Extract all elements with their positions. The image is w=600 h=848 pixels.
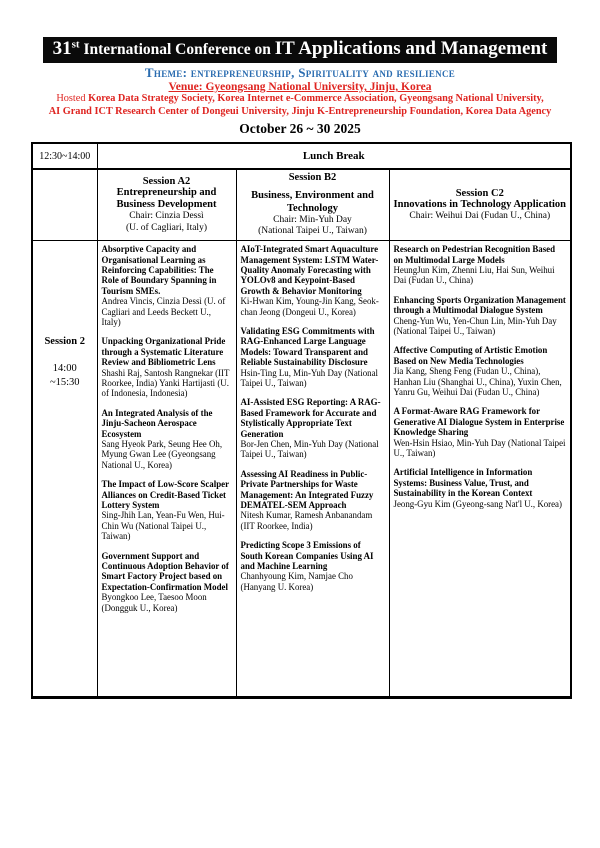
- conference-title-bar: [43, 37, 557, 63]
- paper-entry: [241, 397, 385, 459]
- paper-title: Unpacking Organizational Pride through a Systematic Literature Review and Bibliometric Lens: [101, 336, 226, 368]
- paper-authors: Chanhyoung Kim, Namjae Cho (Hanyang U. Korea): [240, 571, 353, 592]
- paper-title: The Impact of Low-Score Scalper Alliances on Credit-Based Ticket Lottery System: [101, 479, 229, 511]
- paper-entry: [394, 467, 567, 509]
- paper-authors: Jeong-Gyu Kim (Gyeong-sang Nat'l U., Korea): [393, 498, 562, 509]
- session-b2-chair: Chair: Min-Yuh Day: [273, 214, 352, 225]
- paper-title: AI-Assisted ESG Reporting: A RAG-Based Framework for Accurate and Stylistically Appropriate Text Generation: [240, 397, 381, 439]
- paper-title: Predicting Scope 3 Emissions of South Korean Companies Using AI and Machine Learning: [240, 540, 374, 572]
- paper-entry: [102, 336, 232, 398]
- theme-line: Theme: entrepreneurship, Spirituality and resilience: [144, 65, 456, 80]
- paper-entry: [241, 244, 385, 317]
- paper-entry: [394, 295, 567, 337]
- paper-entry: [241, 326, 385, 388]
- schedule-table: [31, 142, 572, 699]
- session-b2-topic: Business, Environment and Technology: [251, 190, 374, 214]
- lunch-break-row: [32, 143, 571, 169]
- paper-authors: Sing-Jhih Lan, Yean-Fu Wen, Hui-Chin Wu (National Taipei U., Taiwan): [101, 510, 225, 542]
- paper-authors: Cheng-Yun Wu, Yen-Chun Lin, Min-Yuh Day (National Taipei U., Taiwan): [393, 315, 557, 336]
- paper-authors: Sang Hyeok Park, Seung Hee Oh, Myung Gwan Lee (Gyeongsang National U., Korea): [101, 439, 223, 470]
- paper-entry: [394, 244, 567, 286]
- paper-entry: [241, 540, 385, 592]
- session-b2-chair-affiliation: (National Taipei U., Taiwan): [258, 226, 367, 237]
- conference-title-emphasis: IT Applications and Management: [274, 38, 548, 59]
- session-a2-chair-affiliation: (U. of Cagliari, Italy): [126, 222, 207, 233]
- session-2-label-cell: [32, 241, 97, 698]
- session-a2-header: [97, 169, 236, 241]
- session-a2-name: Session A2: [142, 175, 191, 187]
- conference-title-ordinal: st: [71, 38, 80, 51]
- session-c2-topic: Innovations in Technology Application: [393, 198, 566, 210]
- paper-title: Assessing AI Readiness in Public-Private Partnerships for Waste Management: An Integrated Fuzzy DEMATEL-SEM Approach: [240, 468, 374, 511]
- session-content-row: [32, 241, 571, 698]
- paper-entry: [102, 479, 232, 541]
- session-a2-papers-cell: [97, 241, 236, 698]
- conference-title-middle: International Conference on: [79, 41, 275, 58]
- paper-authors: Byongkoo Lee, Taesoo Moon (Dongguk U., Korea): [101, 592, 207, 613]
- paper-title: Government Support and Continuous Adoption Behavior of Smart Factory Project based on Expectation-Confirmation Model: [101, 550, 229, 592]
- session-b2-name: Session B2: [288, 172, 337, 184]
- lunch-time-cell: 12:30~14:00: [32, 143, 97, 169]
- paper-title: Enhancing Sports Organization Management through a Multimodal Dialogue System: [393, 294, 566, 316]
- venue-line: Venue: Gyeongsang National University, Jinju, Korea: [168, 81, 432, 93]
- session-c2-header: [389, 169, 571, 241]
- paper-entry: [241, 469, 385, 531]
- session-a2-chair: Chair: Cinzia Dessì: [129, 211, 204, 222]
- paper-authors: Ki-Hwan Kim, Young-Jin Kang, Seok-chan Jeong (Dongeui U., Korea): [240, 296, 379, 317]
- paper-title: Research on Pedestrian Recognition Based on Multimodal Large Models: [393, 244, 556, 265]
- conference-title-number: 31: [52, 38, 72, 59]
- paper-authors: Andrea Vincis, Cinzia Dessì (U. of Cagliari and Leeds Beckett U., Italy): [101, 296, 226, 327]
- paper-entry: [394, 345, 567, 397]
- empty-corner-cell: [32, 169, 97, 241]
- paper-authors: HeungJun Kim, Zhenni Liu, Hai Sun, Weihui Dai (Fudan U., China): [393, 264, 555, 286]
- session-c2-name: Session C2: [455, 187, 504, 199]
- hosted-line-2: AI Grand ICT Research Center of Dongeui University, Jinju K-Entrepreneurship Foundation, Korea Data Agency: [48, 105, 552, 117]
- paper-authors: Hsin-Ting Lu, Min-Yuh Day (National Taipei U., Taiwan): [240, 367, 378, 388]
- session-a2-topic: Entrepreneurship and Business Development: [116, 186, 217, 211]
- paper-title: Validating ESG Commitments with RAG-Enhanced Large Language Models: Toward Transparent and Reliable Sustainability Disclosure: [240, 325, 375, 368]
- paper-title: AIoT-Integrated Smart Aquaculture Management System: LSTM Water-Quality Anomaly Forecasting with YOLOv8 and Keypoint-Based Growth & Behavior Monitoring: [240, 244, 379, 296]
- session-2-name: Session 2: [44, 336, 86, 348]
- hosted-line-1: [0, 93, 600, 106]
- session-c2-chair: Chair: Weihui Dai (Fudan U., China): [409, 210, 551, 221]
- session-b2-header: [236, 169, 389, 241]
- paper-authors: Nitesh Kumar, Ramesh Anbanandam (IIT Roorkee, India): [240, 510, 373, 531]
- lunch-break-cell: Lunch Break: [97, 143, 571, 169]
- paper-title: Absorptive Capacity and Organisational Learning as Reinforcing Capabilities: The Role of Boundary Spanning in Tourism SMEs.: [101, 244, 217, 296]
- session-header-row: [32, 169, 571, 241]
- paper-entry: [394, 406, 567, 458]
- paper-title: A Format-Aware RAG Framework for Generative AI Dialogue System in Enterprise Knowledge Sharing: [393, 406, 565, 438]
- conference-dates: October 26 ~ 30 2025: [239, 121, 361, 137]
- paper-title: Affective Computing of Artistic Emotion Based on New Media Technologies: [393, 345, 548, 366]
- paper-title: Artificial Intelligence in Information Systems: Business Value, Trust, and Sustainability in the Korean Context: [393, 467, 533, 499]
- paper-entry: [102, 408, 232, 470]
- paper-authors: Jia Kang, Sheng Feng (Fudan U., China), Hanhan Liu (Shanghai U., China), Yuxin Chen, Yanru Gu, Weihui Dai (Fudan U., China): [393, 366, 562, 397]
- paper-entry: [102, 551, 232, 613]
- paper-authors: Shashi Raj, Santosh Rangnekar (IIT Roorkee, India) Yanki Hartijasti (U. of Indonesia, Indonesia): [101, 367, 230, 399]
- paper-entry: [102, 244, 232, 327]
- hosted-organizations-1: Korea Data Strategy Society, Korea Internet e-Commerce Association, Gyeongsang National University,: [88, 93, 544, 104]
- session-b2-papers-cell: [236, 241, 389, 698]
- paper-authors: Wen-Hsin Hsiao, Min-Yuh Day (National Taipei U., Taiwan): [393, 437, 566, 458]
- paper-authors: Bor-Jen Chen, Min-Yuh Day (National Taipei U., Taiwan): [240, 439, 379, 460]
- session-c2-papers-cell: [389, 241, 571, 698]
- session-2-time-to: ~15:30: [49, 376, 80, 388]
- session-2-time-from: 14:00: [52, 363, 77, 375]
- hosted-label: Hosted: [56, 93, 89, 104]
- paper-title: An Integrated Analysis of the Jinju-Sacheon Aerospace Ecosystem: [101, 407, 213, 439]
